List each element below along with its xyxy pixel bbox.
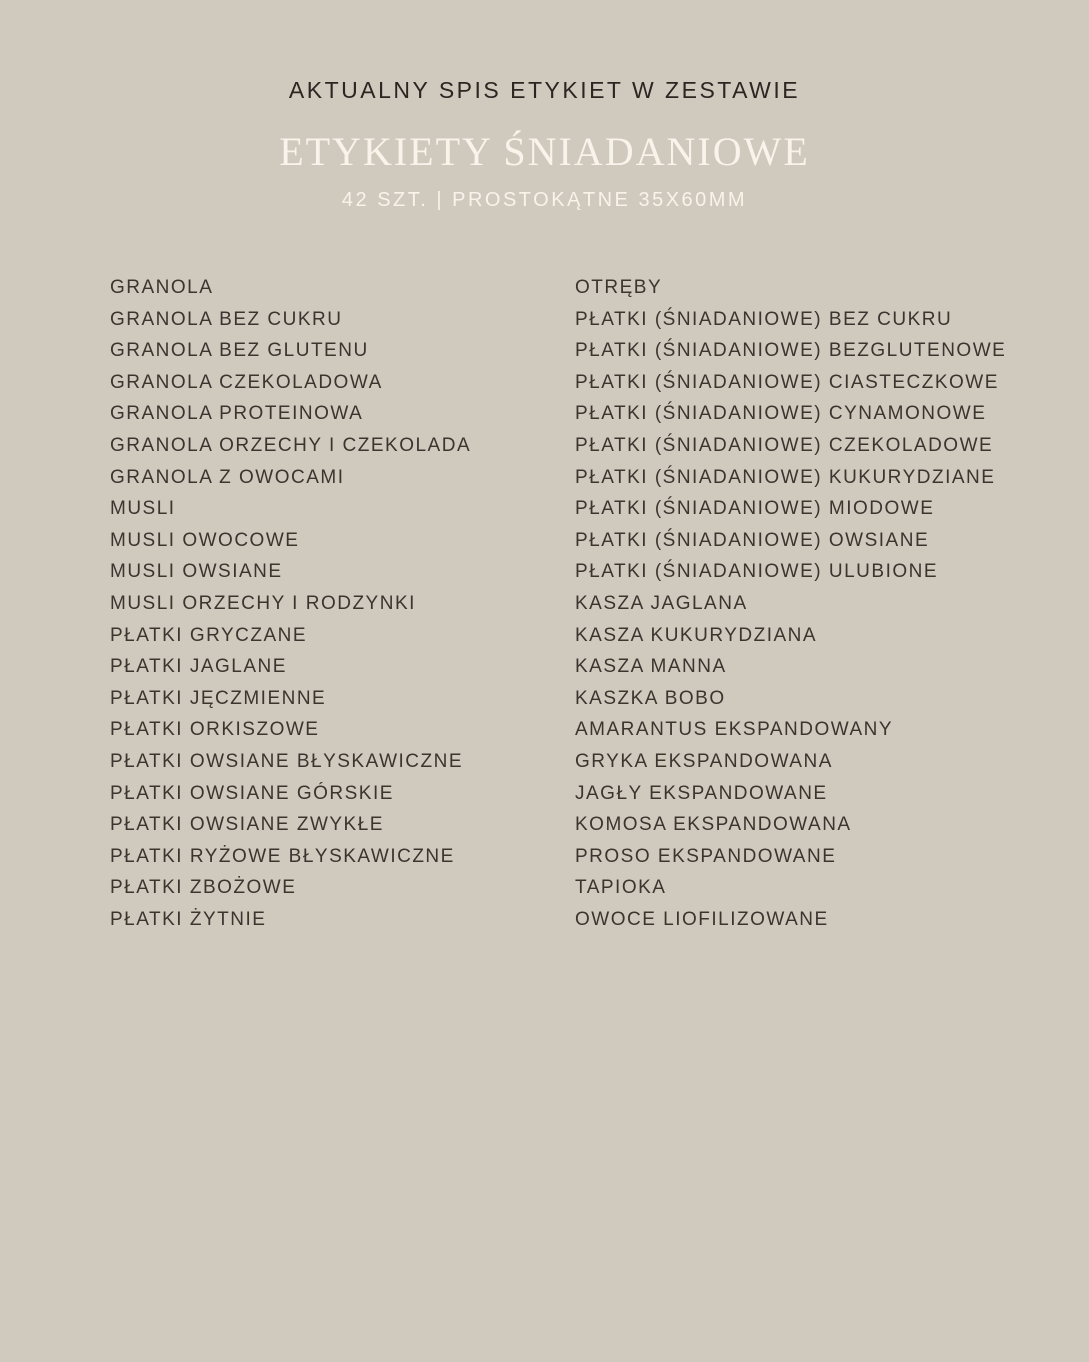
label-item: OTRĘBY xyxy=(575,277,663,298)
label-item: PŁATKI (ŚNIADANIOWE) CZEKOLADOWE xyxy=(575,434,994,456)
label-item: PŁATKI (ŚNIADANIOWE) CIASTECZKOWE xyxy=(575,371,999,393)
label-item: PŁATKI (ŚNIADANIOWE) CYNAMONOWE xyxy=(575,403,987,425)
label-item: PŁATKI (ŚNIADANIOWE) MIODOWE xyxy=(575,498,935,520)
label-item: GRANOLA CZEKOLADOWA xyxy=(110,371,383,393)
label-item: PŁATKI ORKISZOWE xyxy=(110,719,320,741)
label-columns xyxy=(0,272,1089,935)
label-item: GRANOLA ORZECHY I CZEKOLADA xyxy=(110,434,472,456)
label-item: PŁATKI GRYCZANE xyxy=(110,624,308,646)
label-item: PŁATKI ŻYTNIE xyxy=(110,908,267,930)
label-item: PŁATKI (ŚNIADANIOWE) KUKURYDZIANE xyxy=(575,466,996,488)
label-item: GRANOLA BEZ CUKRU xyxy=(110,308,343,330)
label-item: MUSLI ORZECHY I RODZYNKI xyxy=(110,592,416,614)
label-item: GRANOLA BEZ GLUTENU xyxy=(110,340,369,362)
label-item: GRANOLA PROTEINOWA xyxy=(110,403,364,425)
label-item: PŁATKI RYŻOWE BŁYSKAWICZNE xyxy=(110,845,455,867)
label-item: PŁATKI JĘCZMIENNE xyxy=(110,687,327,709)
label-item: KASZA KUKURYDZIANA xyxy=(575,624,818,646)
label-item: JAGŁY EKSPANDOWANE xyxy=(575,782,828,804)
label-item: GRANOLA xyxy=(110,277,214,298)
label-item: KASZA MANNA xyxy=(575,656,727,678)
label-item: MUSLI OWSIANE xyxy=(110,561,283,583)
label-item: OWOCE LIOFILIZOWANE xyxy=(575,908,829,930)
label-item: KOMOSA EKSPANDOWANA xyxy=(575,814,852,836)
label-item: PŁATKI (ŚNIADANIOWE) BEZGLUTENOWE xyxy=(575,340,1007,362)
label-item: PŁATKI (ŚNIADANIOWE) OWSIANE xyxy=(575,529,930,551)
sheet-header xyxy=(0,0,1089,214)
labels-column-right xyxy=(575,272,1029,935)
label-item: MUSLI xyxy=(110,498,176,520)
label-item: KASZA JAGLANA xyxy=(575,592,748,614)
label-item: AMARANTUS EKSPANDOWANY xyxy=(575,719,894,741)
page-subtitle: 42 SZT. | PROSTOKĄTNE 35X60MM xyxy=(341,189,748,211)
label-item: GRANOLA Z OWOCAMI xyxy=(110,466,345,488)
label-item: PŁATKI (ŚNIADANIOWE) ULUBIONE xyxy=(575,561,939,583)
label-item: PŁATKI ZBOŻOWE xyxy=(110,877,297,899)
sheet-kicker: AKTUALNY SPIS ETYKIET W ZESTAWIE xyxy=(288,77,801,103)
label-item: GRYKA EKSPANDOWANA xyxy=(575,750,833,772)
label-item: PŁATKI OWSIANE ZWYKŁE xyxy=(110,814,384,836)
label-item: PŁATKI (ŚNIADANIOWE) BEZ CUKRU xyxy=(575,308,953,330)
label-item: TAPIOKA xyxy=(575,877,667,899)
label-item: KASZKA BOBO xyxy=(575,687,726,709)
label-item: PROSO EKSPANDOWANE xyxy=(575,845,837,867)
label-item: PŁATKI JAGLANE xyxy=(110,656,287,678)
page-title: ETYKIETY ŚNIADANIOWE xyxy=(279,129,810,174)
labels-column-left xyxy=(110,272,575,935)
label-item: PŁATKI OWSIANE BŁYSKAWICZNE xyxy=(110,750,464,772)
label-item: PŁATKI OWSIANE GÓRSKIE xyxy=(110,782,394,804)
label-item: MUSLI OWOCOWE xyxy=(110,529,300,551)
